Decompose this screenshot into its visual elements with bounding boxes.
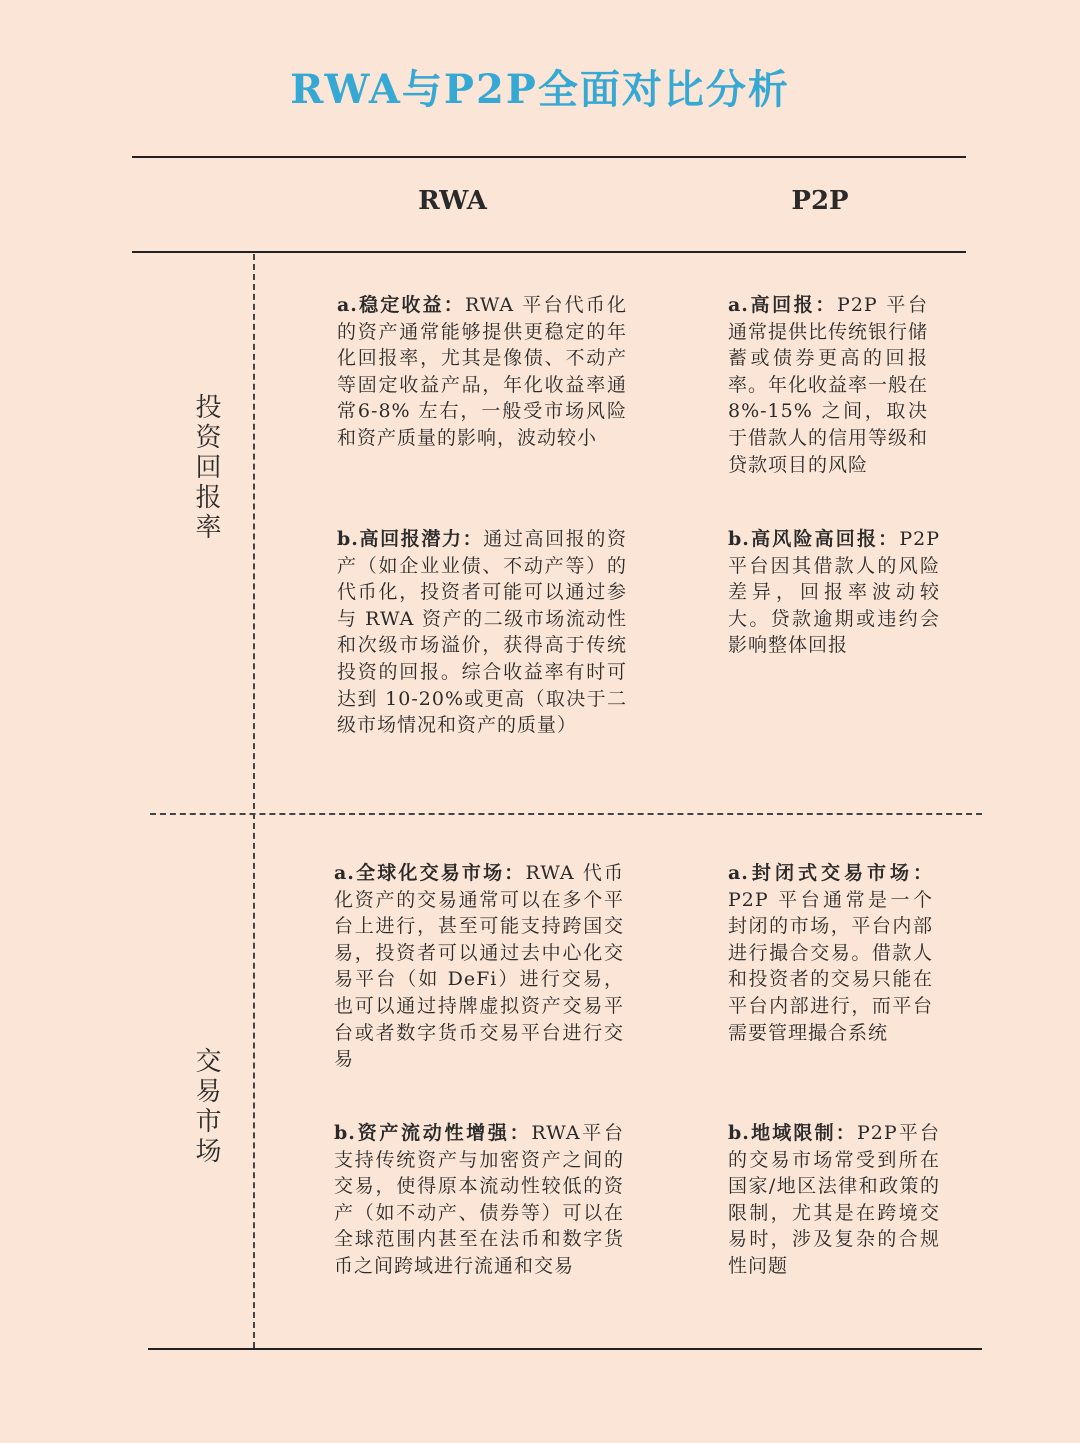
p2p-market-b: [728, 1120, 940, 1280]
p2p-return-a: [728, 292, 928, 478]
cell-title: a.全球化交易市场：: [334, 862, 526, 884]
cell-body: P2P 平台因其借款人的风险差异，回报率波动较大。贷款逾期或违约会影响整体回报: [728, 528, 940, 657]
p2p-market-a: [728, 860, 933, 1046]
cell-title: a.稳定收益：: [337, 294, 465, 316]
row-separator: [150, 813, 982, 815]
cell-body: P2P 平台通常提供比传统银行储蓄或债券更高的回报率。年化收益率一般在 8%-15% 之间，取决于借款人的信用等级和贷款项目的风险: [728, 294, 929, 476]
cell-body: P2P平台的交易市场常受到所在国家/地区法律和政策的限制，尤其是在跨境交易时，涉及复杂的合规性问题: [728, 1122, 940, 1277]
rwa-market-b: [334, 1120, 624, 1280]
table-bottom-rule: [148, 1348, 982, 1350]
rwa-return-a: [337, 292, 627, 452]
cell-title: a.封闭式交易市场：: [728, 862, 933, 884]
cell-body: 通过高回报的资产（如企业业债、不动产等）的代币化，投资者可能可以通过参与 RWA 资产的二级市场流动性和次级市场溢价，获得高于传统投资的回报。综合收益率有时可达到 10-20%或更高（取决于二级市场情况和资产的质量）: [337, 528, 627, 737]
cell-title: b.资产流动性增强：: [334, 1122, 532, 1144]
cell-body: RWA 平台代币化的资产通常能够提供更稳定的年化回报率，尤其是像债、不动产等固定收益产品，年化收益率通常6-8% 左右，一般受市场风险和资产质量的影响，波动较小: [337, 294, 628, 449]
cell-body: RWA 代币化资产的交易通常可以在多个平台上进行，甚至可能支持跨国交易，投资者可以通过去中心化交易平台（如 DeFi）进行交易，也可以通过持牌虚拟资产交易平台或者数字货币交易平台进行交易: [334, 862, 625, 1071]
rwa-return-b: [337, 526, 627, 739]
row-label-return: 投资回报率: [191, 393, 221, 543]
table-top-rule: [132, 156, 966, 158]
p2p-return-b: [728, 526, 940, 659]
cell-body: RWA平台支持传统资产与加密资产之间的交易，使得原本流动性较低的资产（如不动产、债券等）可以在全球范围内甚至在法币和数字货币之间跨域进行流通和交易: [334, 1122, 624, 1277]
cell-title: b.高风险高回报：: [728, 528, 900, 550]
column-header-rwa: RWA: [418, 186, 487, 216]
cell-title: a.高回报：: [728, 294, 838, 316]
cell-body: P2P 平台通常是一个封闭的市场，平台内部进行撮合交易。借款人和投资者的交易只能在平台内部进行，而平台需要管理撮合系统: [728, 888, 933, 1044]
column-header-p2p: P2P: [791, 186, 849, 216]
page-title: RWA与P2P全面对比分析: [290, 66, 790, 113]
cell-title: b.地域限制：: [728, 1122, 857, 1144]
cell-title: b.高回报潜力：: [337, 528, 484, 550]
header-bottom-rule: [132, 251, 966, 253]
rwa-market-a: [334, 860, 624, 1073]
row-label-divider: [253, 254, 255, 1348]
row-label-market: 交易市场: [191, 1047, 221, 1167]
